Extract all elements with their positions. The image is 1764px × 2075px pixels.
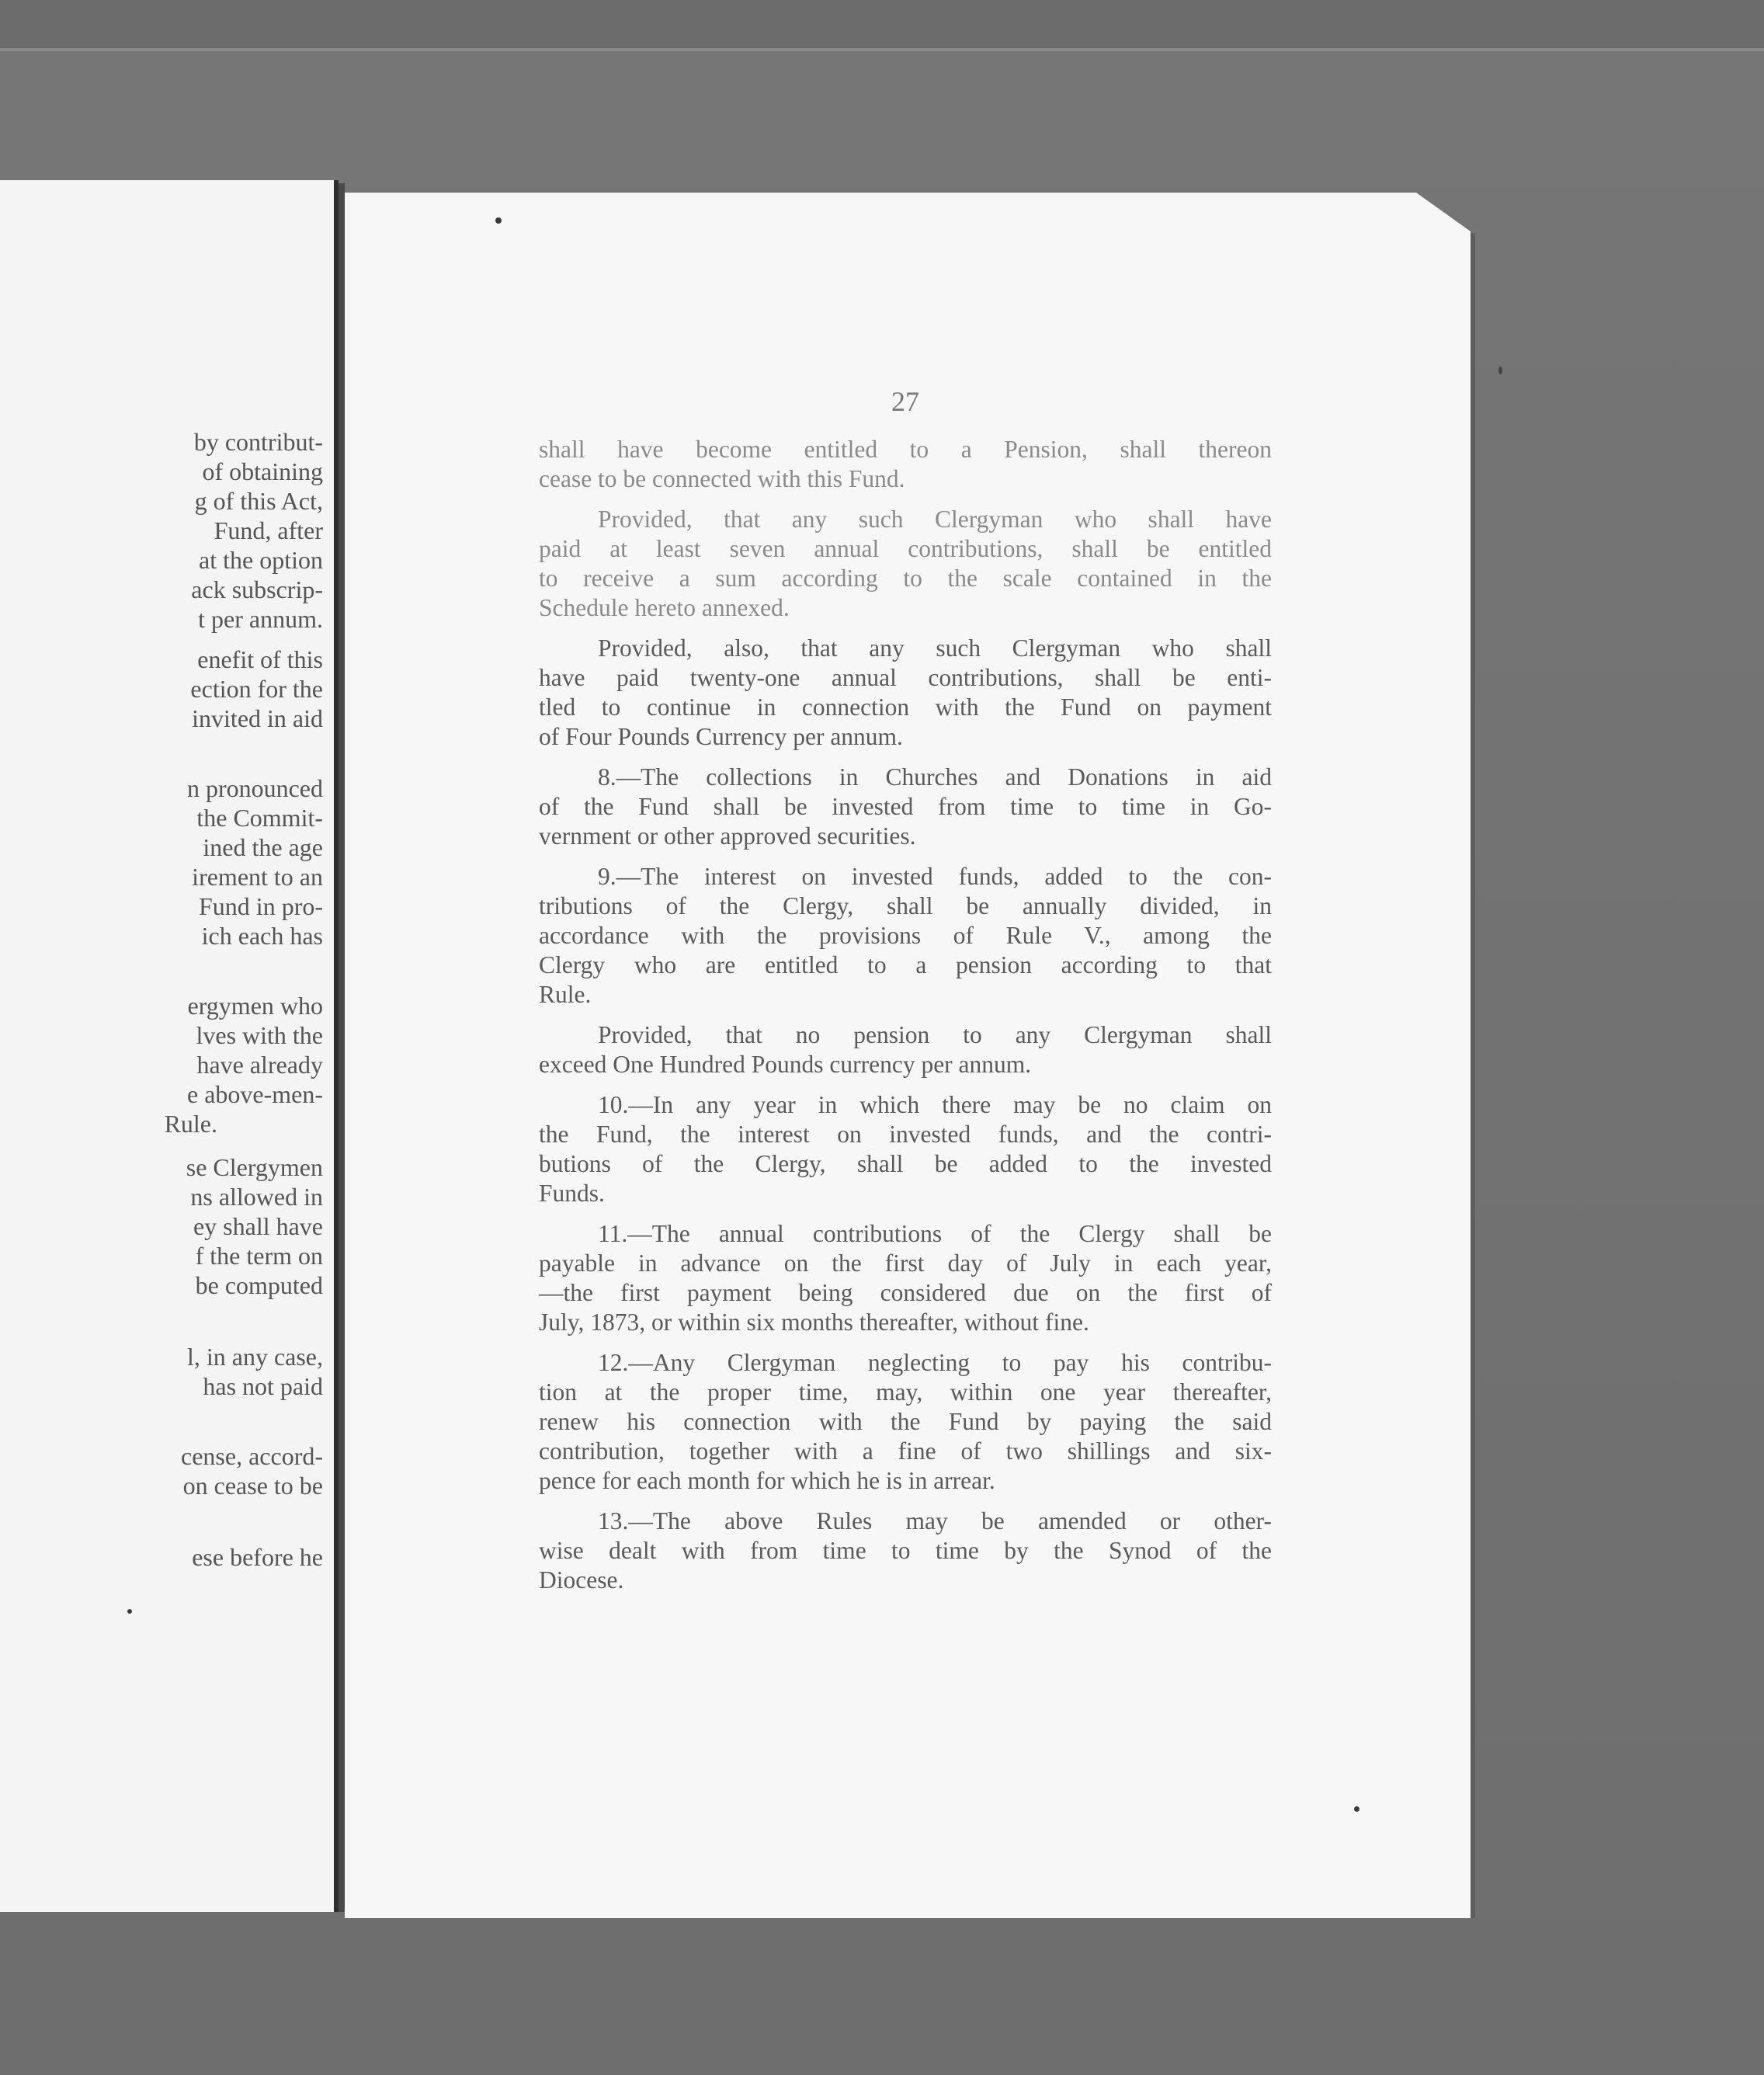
text-line: shall have become entitled to a Pension, shall thereon (539, 436, 1272, 463)
text-line: —the first payment being considered due on the first of (539, 1279, 1272, 1306)
left-page-line: ined the age (203, 833, 323, 861)
text-line: wise dealt with from time to time by the Synod of the (539, 1537, 1272, 1564)
text-line: 9.—The interest on invested funds, added to the con- (598, 863, 1272, 890)
left-page-line: invited in aid (192, 704, 323, 732)
text-line: Rule. (539, 981, 592, 1008)
left-page-line: ack subscrip- (191, 575, 323, 603)
text-line: of Four Pounds Currency per annum. (539, 723, 903, 750)
left-page-line: Fund in pro- (199, 892, 323, 920)
left-page-line: the Commit- (196, 804, 323, 832)
left-page-line: l, in any case, (186, 1343, 323, 1371)
left-page-line: t per annum. (198, 605, 323, 633)
text-line: butions of the Clergy, shall be added to the invested (539, 1150, 1272, 1177)
scan-dust (1498, 367, 1502, 374)
text-line: contribution, together with a fine of two shillings and six- (539, 1437, 1272, 1465)
text-line: pence for each month for which he is in arrear. (539, 1467, 995, 1494)
scan-dust (495, 217, 502, 224)
text-line: Clergy who are entitled to a pension according to that (539, 951, 1272, 978)
text-line: accordance with the provisions of Rule V., among the (539, 922, 1272, 949)
left-page-line: e above-men- (186, 1080, 323, 1108)
scan-dust (127, 1609, 132, 1614)
left-page-line: at the option (199, 546, 323, 574)
left-facing-page (0, 180, 339, 1912)
scan-dust (1354, 1806, 1359, 1812)
text-line: Schedule hereto annexed. (539, 594, 790, 621)
text-line: Funds. (539, 1180, 605, 1207)
text-line: July, 1873, or within six months thereafter, without fine. (539, 1309, 1089, 1336)
text-line: exceed One Hundred Pounds currency per annum. (539, 1051, 1032, 1078)
left-page-line: be computed (195, 1271, 323, 1299)
text-line: cease to be connected with this Fund. (539, 465, 905, 492)
text-line: tion at the proper time, may, within one year thereafter, (539, 1378, 1272, 1406)
page-number: 27 (891, 386, 919, 417)
text-line: vernment or other approved securities. (539, 822, 916, 850)
left-page-line: ns allowed in (190, 1183, 323, 1211)
left-page-line: have already (196, 1051, 323, 1079)
text-line: 13.—The above Rules may be amended or other- (598, 1507, 1272, 1535)
left-page-line: Rule. (164, 1110, 217, 1138)
text-line: Diocese. (539, 1566, 624, 1594)
left-page-line: cense, accord- (181, 1442, 323, 1470)
paragraph (539, 1090, 1272, 1208)
paragraph (539, 634, 1272, 752)
left-page-line: ergymen who (187, 992, 323, 1020)
left-page-line: on cease to be (182, 1472, 323, 1500)
book-gutter (339, 183, 345, 1912)
paragraph (539, 1507, 1272, 1595)
paragraph (539, 505, 1272, 623)
left-page-line: has not paid (203, 1372, 323, 1400)
text-line: 10.—In any year in which there may be no claim on (598, 1091, 1272, 1118)
left-page-line: ich each has (201, 922, 323, 950)
text-line: paid at least seven annual contributions, shall be entitled (539, 535, 1272, 562)
left-page-line: ese before he (192, 1543, 323, 1571)
text-line: 11.—The annual contributions of the Clergy shall be (598, 1220, 1272, 1247)
text-line: renew his connection with the Fund by paying the said (539, 1408, 1272, 1435)
left-page-line: of obtaining (202, 457, 323, 485)
scanner-top-band (0, 0, 1764, 51)
paragraph (539, 862, 1272, 1010)
text-line: of the Fund shall be invested from time to time in Go- (539, 793, 1272, 820)
paragraph (539, 1348, 1272, 1496)
left-page-line: lves with the (196, 1021, 323, 1049)
text-line: the Fund, the interest on invested funds, and the contri- (539, 1121, 1272, 1148)
left-page-line: f the term on (195, 1242, 323, 1270)
text-line: Provided, that any such Clergyman who shall have (598, 506, 1272, 533)
left-page-line: se Clergymen (186, 1153, 323, 1181)
left-page-line: enefit of this (197, 645, 323, 673)
text-line: 8.—The collections in Churches and Donations in aid (598, 763, 1272, 791)
text-line: to receive a sum according to the scale contained in the (539, 565, 1272, 592)
text-line: Provided, also, that any such Clergyman who shall (598, 634, 1272, 662)
text-line: 12.—Any Clergyman neglecting to pay his contribu- (598, 1349, 1272, 1376)
text-line: have paid twenty-one annual contributions, shall be enti- (539, 664, 1272, 691)
left-page-line: ection for the (190, 675, 323, 703)
text-line: payable in advance on the first day of July in each year, (539, 1250, 1272, 1277)
paragraph (539, 1219, 1272, 1337)
left-page-line: n pronounced (186, 774, 323, 802)
paragraph (539, 1020, 1272, 1079)
paragraph (539, 435, 1272, 494)
text-line: tributions of the Clergy, shall be annually divided, in (539, 892, 1272, 919)
left-page-line: g of this Act, (194, 487, 323, 515)
left-page-line: ey shall have (193, 1212, 323, 1240)
paragraph (539, 763, 1272, 851)
text-line: Provided, that no pension to any Clergyman shall (598, 1021, 1272, 1048)
page-body-text (539, 435, 1272, 1606)
left-page-line: irement to an (192, 863, 323, 891)
text-line: tled to continue in connection with the Fund on payment (539, 693, 1272, 721)
left-page-line: Fund, after (214, 516, 323, 544)
left-page-line: by contribut- (193, 428, 323, 456)
